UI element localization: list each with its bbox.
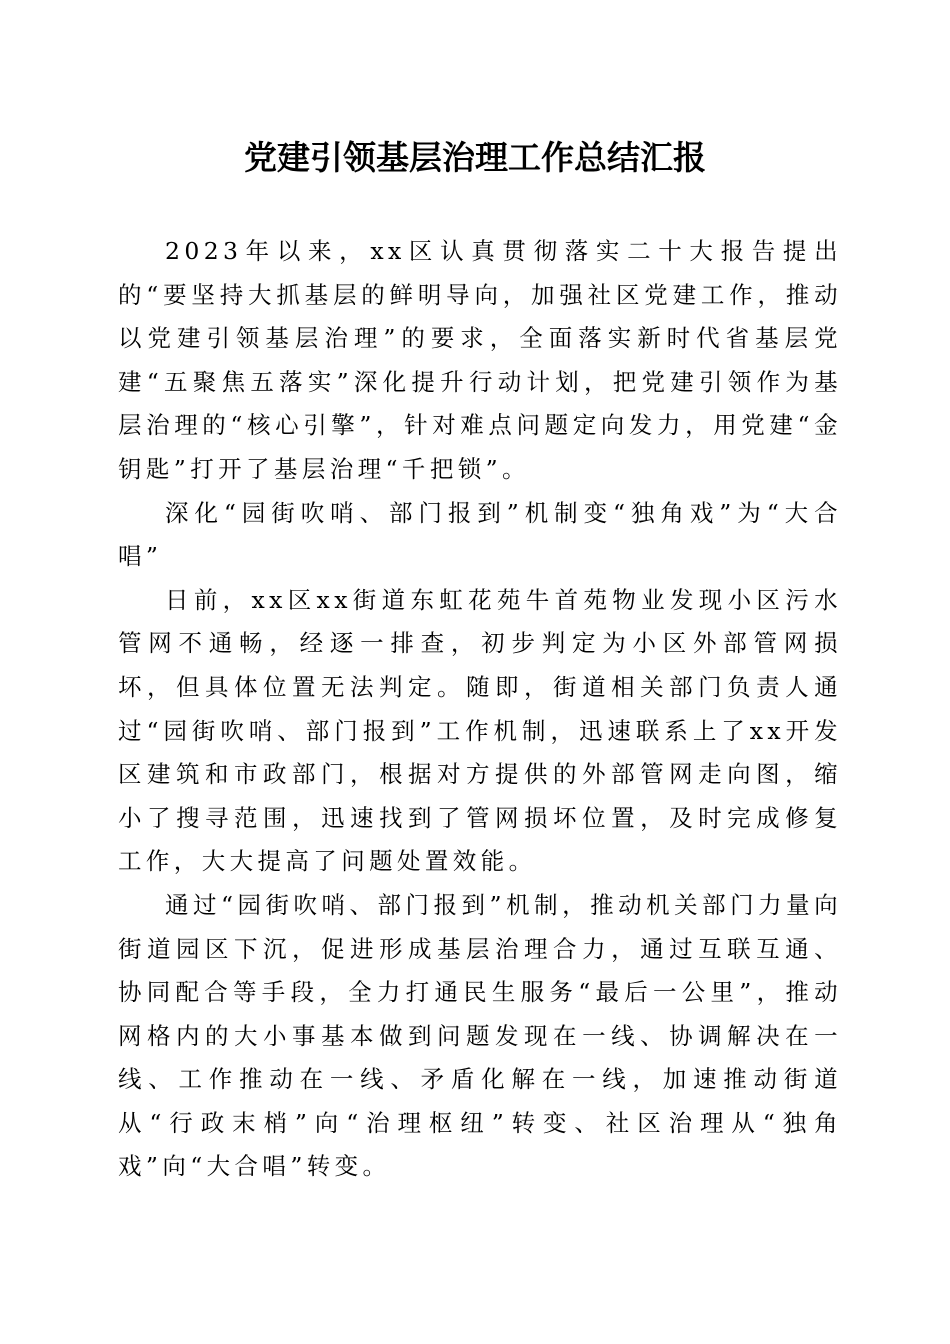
paragraph-section-heading: 深化“园街吹哨、部门报到”机制变“独角戏”为“大合唱” — [118, 498, 842, 571]
document-title: 党建引领基层治理工作总结汇报 — [244, 138, 706, 177]
paragraph-case: 日前，xx区xx街道东虹花苑牛首苑物业发现小区污水管网不通畅，经逐一排查，初步判定为小区外部管网损坏，但具体位置无法判定。随即，街道相关部门负责人通过“园街吹哨、部门报到”工作机制，迅速联系上了xx开发区建筑和市政部门，根据对方提供的外部管网走向图，缩小了搜寻范围，迅速找到了管网损坏位置，及时完成修复工作，大大提高了问题处置效能。 — [118, 585, 842, 876]
paragraph-intro: 2023年以来，xx区认真贯彻落实二十大报告提出的“要坚持大抓基层的鲜明导向，加强社区党建工作，推动以党建引领基层治理”的要求，全面落实新时代省基层党建“五聚焦五落实”深化提升行动计划，把党建引领作为基层治理的“核心引擎”，针对难点问题定向发力，用党建“金钥匙”打开了基层治理“千把锁”。 — [118, 237, 842, 483]
document-body — [118, 230, 842, 1189]
paragraph-summary: 通过“园街吹哨、部门报到”机制，推动机关部门力量向街道园区下沉，促进形成基层治理合力，通过互联互通、协同配合等手段，全力打通民生服务“最后一公里”，推动网格内的大小事基本做到问题发现在一线、协调解决在一线、工作推动在一线、矛盾化解在一线，加速推动街道从“行政末梢”向“治理枢纽”转变、社区治理从“独角戏”向“大合唱”转变。 — [118, 890, 842, 1181]
